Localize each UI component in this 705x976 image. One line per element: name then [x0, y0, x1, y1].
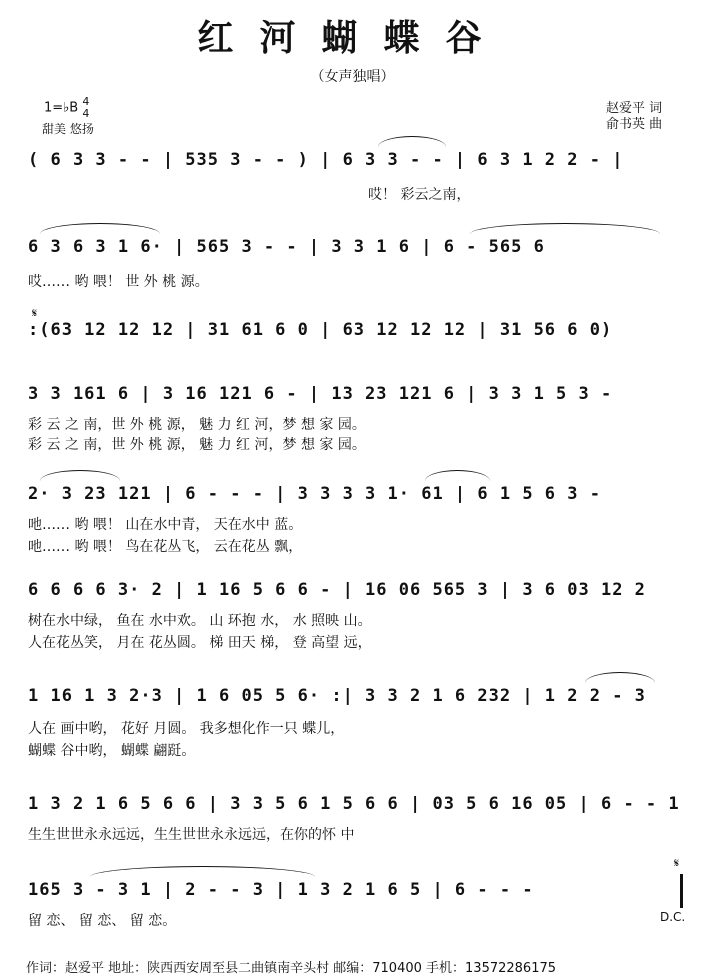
final-barline	[680, 874, 683, 908]
lyric-line: 彩 云 之 南，世 外 桃 源， 魅 力 红 河，梦 想 家 园。	[28, 437, 366, 453]
dc-marking: D.C.	[660, 910, 686, 924]
time-bottom: 4	[82, 107, 90, 120]
segno-icon: 𝄋	[674, 856, 680, 870]
lyric-line: 留 恋、 留 恋、 留 恋。	[28, 913, 177, 929]
slur	[40, 470, 120, 481]
notation-line: 6 6 6 6 3· 2 | 1 16 5 6 6 - | 16 06 565 3 | 3 6 03 12 2	[28, 580, 646, 600]
key-label: 1=♭B	[44, 100, 79, 116]
notation-line: 6 3 6 3 1 6· | 565 3 - - | 3 3 1 6 | 6 - 565 6	[28, 237, 545, 257]
lyric-line: 吔…… 哟 喂！ 山在水中青， 天在水中 蓝。	[28, 517, 303, 533]
lyric-line: 树在水中绿， 鱼在 水中欢。 山 环抱 水， 水 照映 山。	[28, 613, 372, 629]
notation-line: 1 3 2 1 6 5 6 6 | 3 3 5 6 1 5 6 6 | 03 5 6 16 05 | 6 - - 1	[28, 794, 680, 814]
notation-line: 165 3 - 3 1 | 2 - - 3 | 1 3 2 1 6 5 | 6 - - -	[28, 880, 534, 900]
song-subtitle: （女声独唱）	[310, 69, 395, 85]
tempo-marking: 甜美 悠扬	[42, 122, 94, 136]
slur	[90, 866, 315, 877]
song-title: 红河蝴蝶谷	[197, 17, 508, 59]
slur	[425, 470, 490, 481]
time-top: 4	[82, 95, 90, 108]
key-signature	[44, 96, 89, 120]
lyric-line: 哎！ 彩云之南，	[368, 187, 471, 203]
lyric-line: 彩 云 之 南，世 外 桃 源， 魅 力 红 河，梦 想 家 园。	[28, 417, 366, 433]
lyric-line: 吔…… 哟 喂！ 鸟在花丛飞， 云在花丛 飘，	[28, 539, 303, 555]
notation-line: ( 6 3 3 - - | 535 3 - - ) | 6 3 3 - - | 6 3 1 2 2 - |	[28, 150, 624, 170]
lyric-line: 人在 画中哟， 花好 月圆。 我多想化作一只 蝶儿，	[28, 721, 345, 737]
lyric-line: 生生世世永永远远，生生世世永永远远，在你的怀 中	[28, 827, 355, 843]
notation-line: 1 16 1 3 2·3 | 1 6 05 5 6· :| 3 3 2 1 6 232 | 1 2 2 - 3	[28, 686, 646, 706]
lyricist-credit: 赵爱平 词	[606, 101, 663, 116]
slur	[40, 223, 160, 234]
time-signature	[82, 96, 89, 120]
segno-icon: 𝄋	[32, 306, 38, 320]
slur	[378, 136, 446, 147]
lyric-line: 蝴蝶 谷中哟， 蝴蝶 翩跹。	[28, 743, 196, 759]
lyric-line: 哎…… 哟 喂！ 世 外 桃 源。	[28, 274, 209, 290]
notation-line: 2· 3 23 121 | 6 - - - | 3 3 3 3 1· 61 | 6 1 5 6 3 -	[28, 484, 601, 504]
slur	[470, 223, 660, 234]
composer-credit: 俞书英 曲	[606, 117, 663, 132]
footer-contact: 作词：赵爱平 地址：陕西西安周至县二曲镇南辛头村 邮编：710400 手机：13572286175	[26, 961, 557, 976]
notation-line: 3 3 161 6 | 3 16 121 6 - | 13 23 121 6 | 3 3 1 5 3 -	[28, 384, 613, 404]
lyric-line: 人在花丛笑， 月在 花丛圆。 梯 田天 梯， 登 高望 远，	[28, 635, 372, 651]
slur	[585, 672, 655, 683]
notation-line: :(63 12 12 12 | 31 61 6 0 | 63 12 12 12 | 31 56 6 0)	[28, 320, 613, 340]
